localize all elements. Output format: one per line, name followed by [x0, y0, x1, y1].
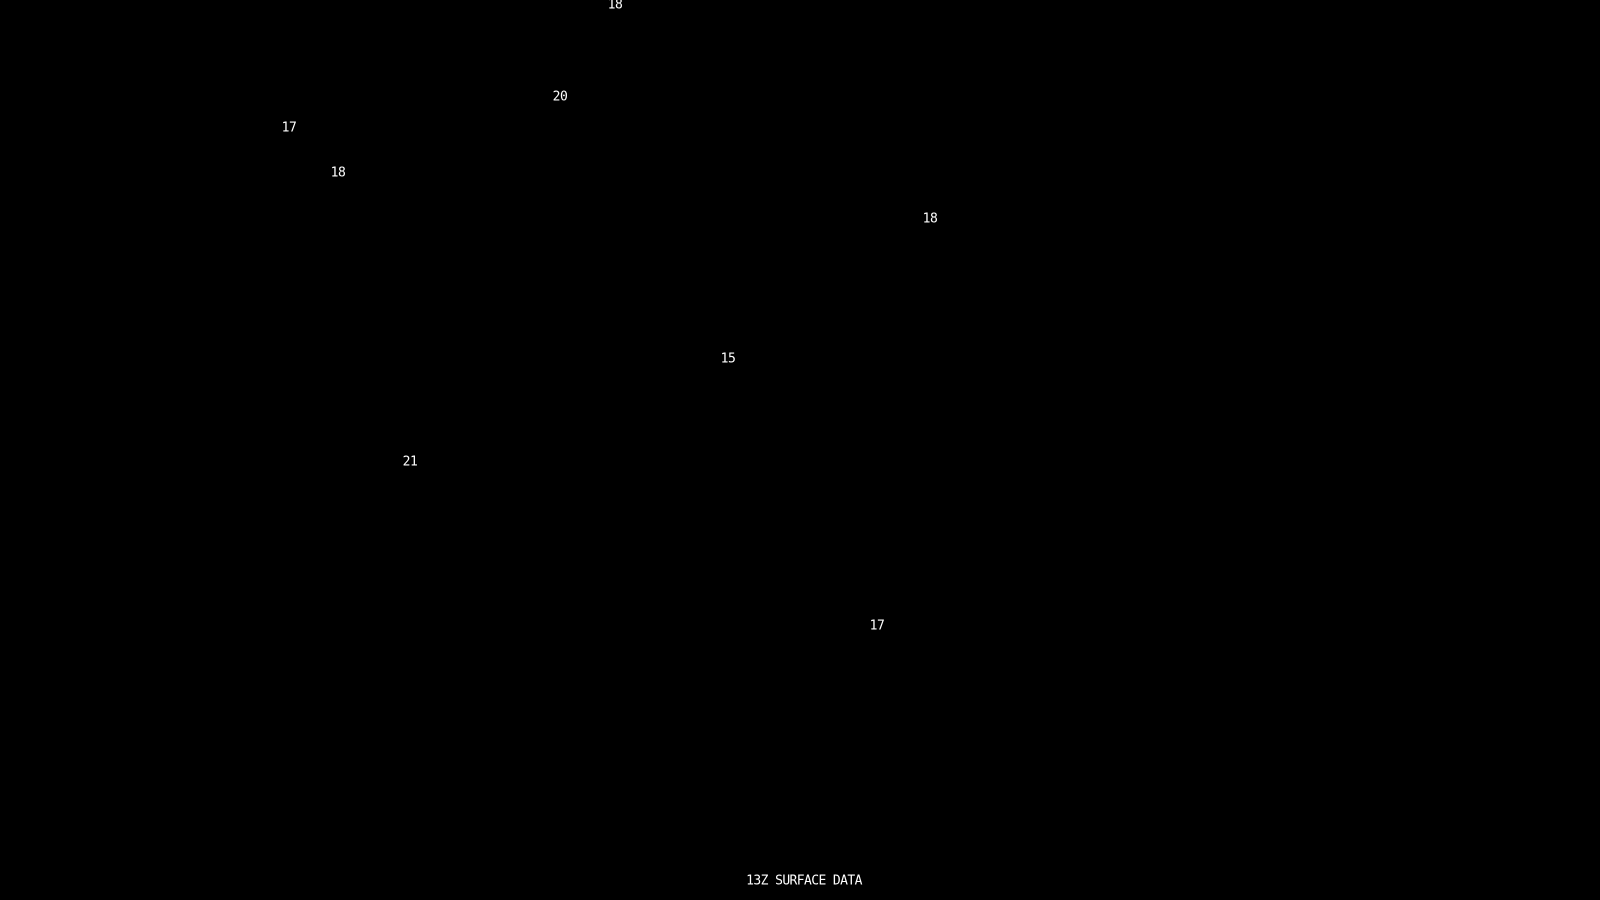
station-value: 18	[607, 0, 623, 13]
station-value: 15	[720, 351, 736, 367]
station-value: 17	[869, 618, 885, 634]
station-value: 18	[330, 165, 346, 181]
station-value: 20	[552, 89, 568, 105]
station-value: 21	[402, 454, 418, 470]
station-value: 17	[281, 120, 297, 136]
plot-caption: 13Z SURFACE DATA	[746, 873, 862, 889]
station-value: 18	[922, 211, 938, 227]
